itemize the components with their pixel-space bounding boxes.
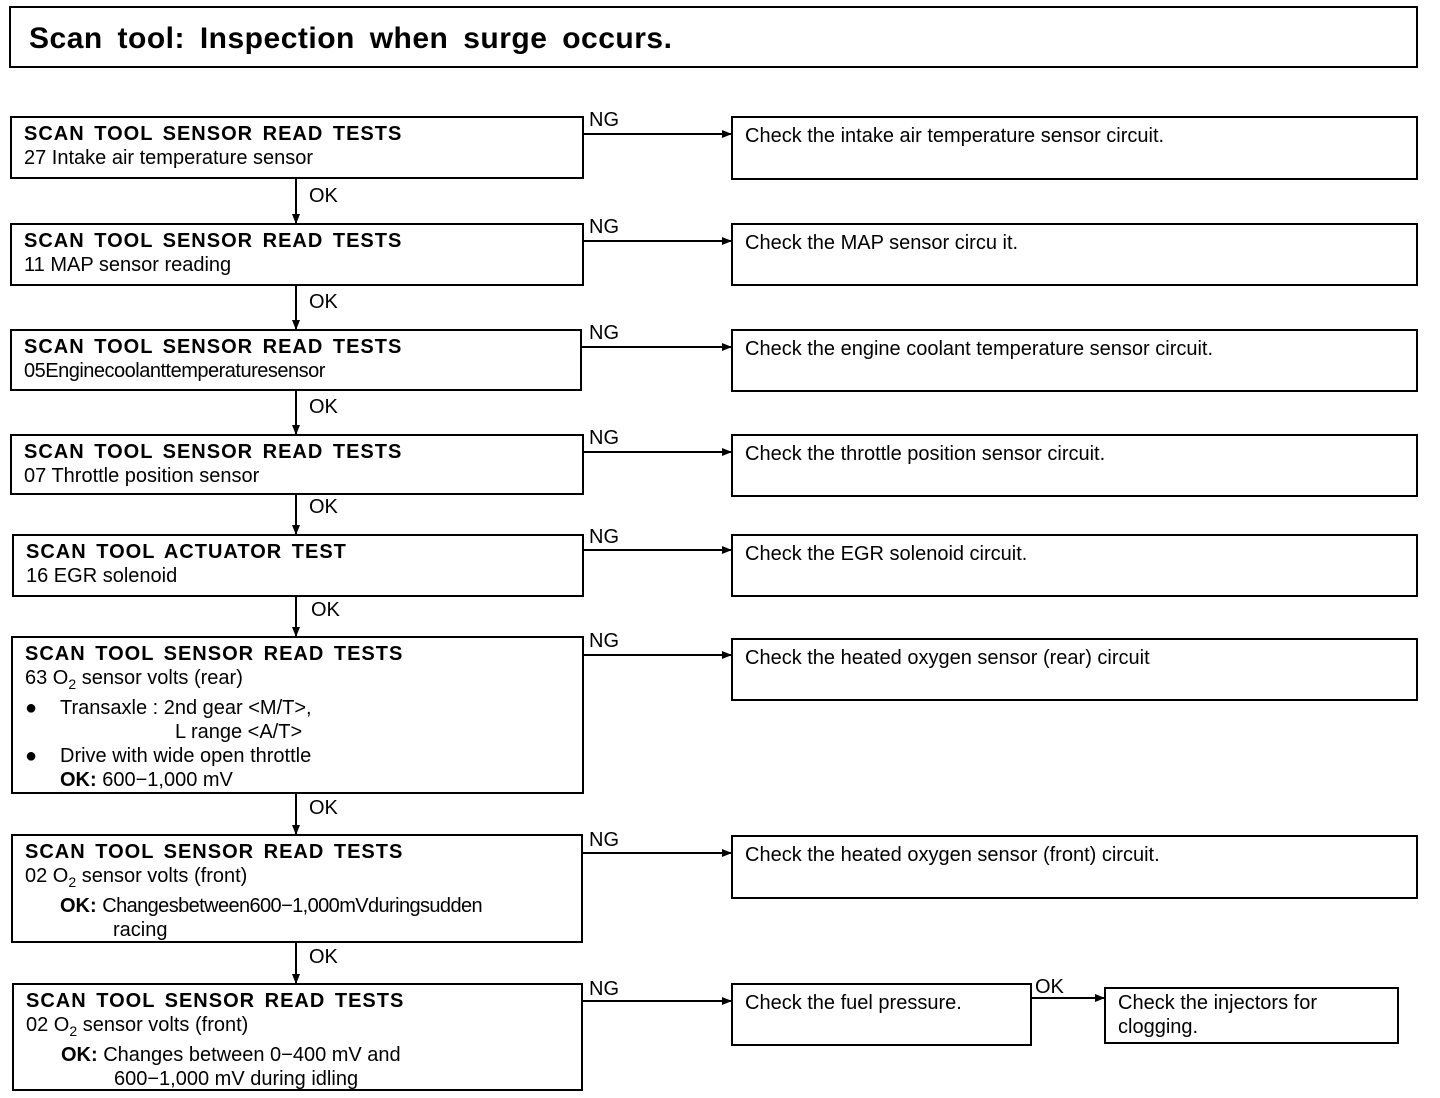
ng-label-3: NG xyxy=(589,322,619,344)
result-box-1 xyxy=(731,116,1418,180)
step-box-8 xyxy=(12,983,583,1091)
step-header: SCAN TOOL SENSOR READ TESTS xyxy=(25,841,404,863)
step-box-3 xyxy=(10,329,582,391)
step-box-7 xyxy=(11,834,583,943)
ok-label-3: OK xyxy=(309,396,338,418)
result-text: Check the fuel pressure. xyxy=(745,992,962,1014)
ok-label-1: OK xyxy=(309,185,338,207)
bullet-transaxle-cont: L range <A/T> xyxy=(175,721,303,743)
step-header: SCAN TOOL SENSOR READ TESTS xyxy=(25,643,404,665)
result-text: Check the engine coolant temperature sensor circuit. xyxy=(745,338,1214,360)
result-text: Check the heated oxygen sensor (front) circuit. xyxy=(745,844,1160,866)
bullet-text: Transaxle : 2nd gear <M/T>, xyxy=(60,697,312,719)
step-header: SCAN TOOL SENSOR READ TESTS xyxy=(26,990,405,1012)
result-text: Check the EGR solenoid circuit. xyxy=(745,543,1028,565)
step-item: 05Enginecoolanttemperaturesensor xyxy=(24,360,325,382)
result-box-4 xyxy=(731,434,1418,497)
o2-prefix: 02 O xyxy=(25,865,69,887)
ok-label-2: OK xyxy=(309,291,338,313)
o2-suffix: sensor volts (front) xyxy=(76,865,248,887)
result-box-7 xyxy=(731,835,1418,899)
step-item: 07 Throttle position sensor xyxy=(24,465,260,487)
step-header: SCAN TOOL SENSOR READ TESTS xyxy=(24,123,403,145)
result-box-5 xyxy=(731,534,1418,597)
step-box-5 xyxy=(12,534,584,597)
step-box-4 xyxy=(10,434,584,495)
ok-value: Changesbetween600−1,000mVduringsudden xyxy=(102,895,483,917)
result-box-2 xyxy=(731,223,1418,286)
result-text: Check the throttle position sensor circuit. xyxy=(745,443,1106,465)
ok-label-4: OK xyxy=(309,496,338,518)
step-item xyxy=(25,864,571,894)
step-header: SCAN TOOL ACTUATOR TEST xyxy=(26,541,347,563)
bullet-text: Drive with wide open throttle xyxy=(60,745,312,767)
ok-label-6: OK xyxy=(309,797,338,819)
result-text: Check the heated oxygen sensor (rear) circuit xyxy=(745,647,1150,669)
o2-subscript: 2 xyxy=(68,676,77,692)
ng-label-5: NG xyxy=(589,526,619,548)
ok-criteria xyxy=(25,894,571,918)
result-text: Check the MAP sensor circu it. xyxy=(745,232,1019,254)
ok-key: OK: xyxy=(60,895,97,917)
bullet-transaxle xyxy=(25,696,572,720)
ok-criteria xyxy=(25,768,572,792)
page-title: Scan tool: Inspection when surge occurs. xyxy=(29,22,673,55)
step-box-2 xyxy=(10,223,584,286)
o2-suffix: sensor volts (rear) xyxy=(76,667,243,689)
ng-label-6: NG xyxy=(589,630,619,652)
ok-criteria-cont: racing xyxy=(113,919,168,941)
ng-label-2: NG xyxy=(589,216,619,238)
step-header: SCAN TOOL SENSOR READ TESTS xyxy=(24,230,403,252)
ok-criteria-cont: 600−1,000 mV during idling xyxy=(114,1068,359,1090)
step-item: 27 Intake air temperature sensor xyxy=(24,147,314,169)
result-box-6 xyxy=(731,638,1418,701)
step-header: SCAN TOOL SENSOR READ TESTS xyxy=(24,441,403,463)
ng-label-4: NG xyxy=(589,427,619,449)
ng-label-8: NG xyxy=(589,978,619,1000)
bullet-dot: ● xyxy=(25,745,38,767)
ok-label-7: OK xyxy=(309,946,338,968)
result-box-8 xyxy=(731,983,1032,1046)
result-text: Check the injectors for clogging. xyxy=(1118,992,1317,1038)
step-item xyxy=(25,666,572,696)
ok-key: OK: xyxy=(61,1044,98,1066)
bullet-drive xyxy=(25,744,572,768)
step-box-6 xyxy=(11,636,584,794)
result-box-3 xyxy=(731,329,1418,392)
ok-label-5: OK xyxy=(311,599,340,621)
step-item xyxy=(26,1013,571,1043)
bullet-dot: ● xyxy=(25,697,38,719)
o2-subscript: 2 xyxy=(69,1023,78,1039)
o2-prefix: 02 O xyxy=(26,1014,70,1036)
ng-label-7: NG xyxy=(589,829,619,851)
ok-value: 600−1,000 mV xyxy=(102,769,233,791)
o2-suffix: sensor volts (front) xyxy=(77,1014,249,1036)
step-box-1 xyxy=(10,116,584,179)
o2-subscript: 2 xyxy=(68,874,77,890)
ok-key: OK: xyxy=(60,769,97,791)
step-item: 16 EGR solenoid xyxy=(26,565,178,587)
ok-label-fuel: OK xyxy=(1035,976,1064,998)
o2-prefix: 63 O xyxy=(25,667,69,689)
ng-label-1: NG xyxy=(589,109,619,131)
step-header: SCAN TOOL SENSOR READ TESTS xyxy=(24,336,403,358)
ok-criteria xyxy=(26,1043,571,1067)
ok-value: Changes between 0−400 mV and xyxy=(103,1044,401,1066)
step-item: 11 MAP sensor reading xyxy=(24,254,232,276)
result-box-injectors xyxy=(1104,987,1399,1044)
result-text: Check the intake air temperature sensor circuit. xyxy=(745,125,1165,147)
